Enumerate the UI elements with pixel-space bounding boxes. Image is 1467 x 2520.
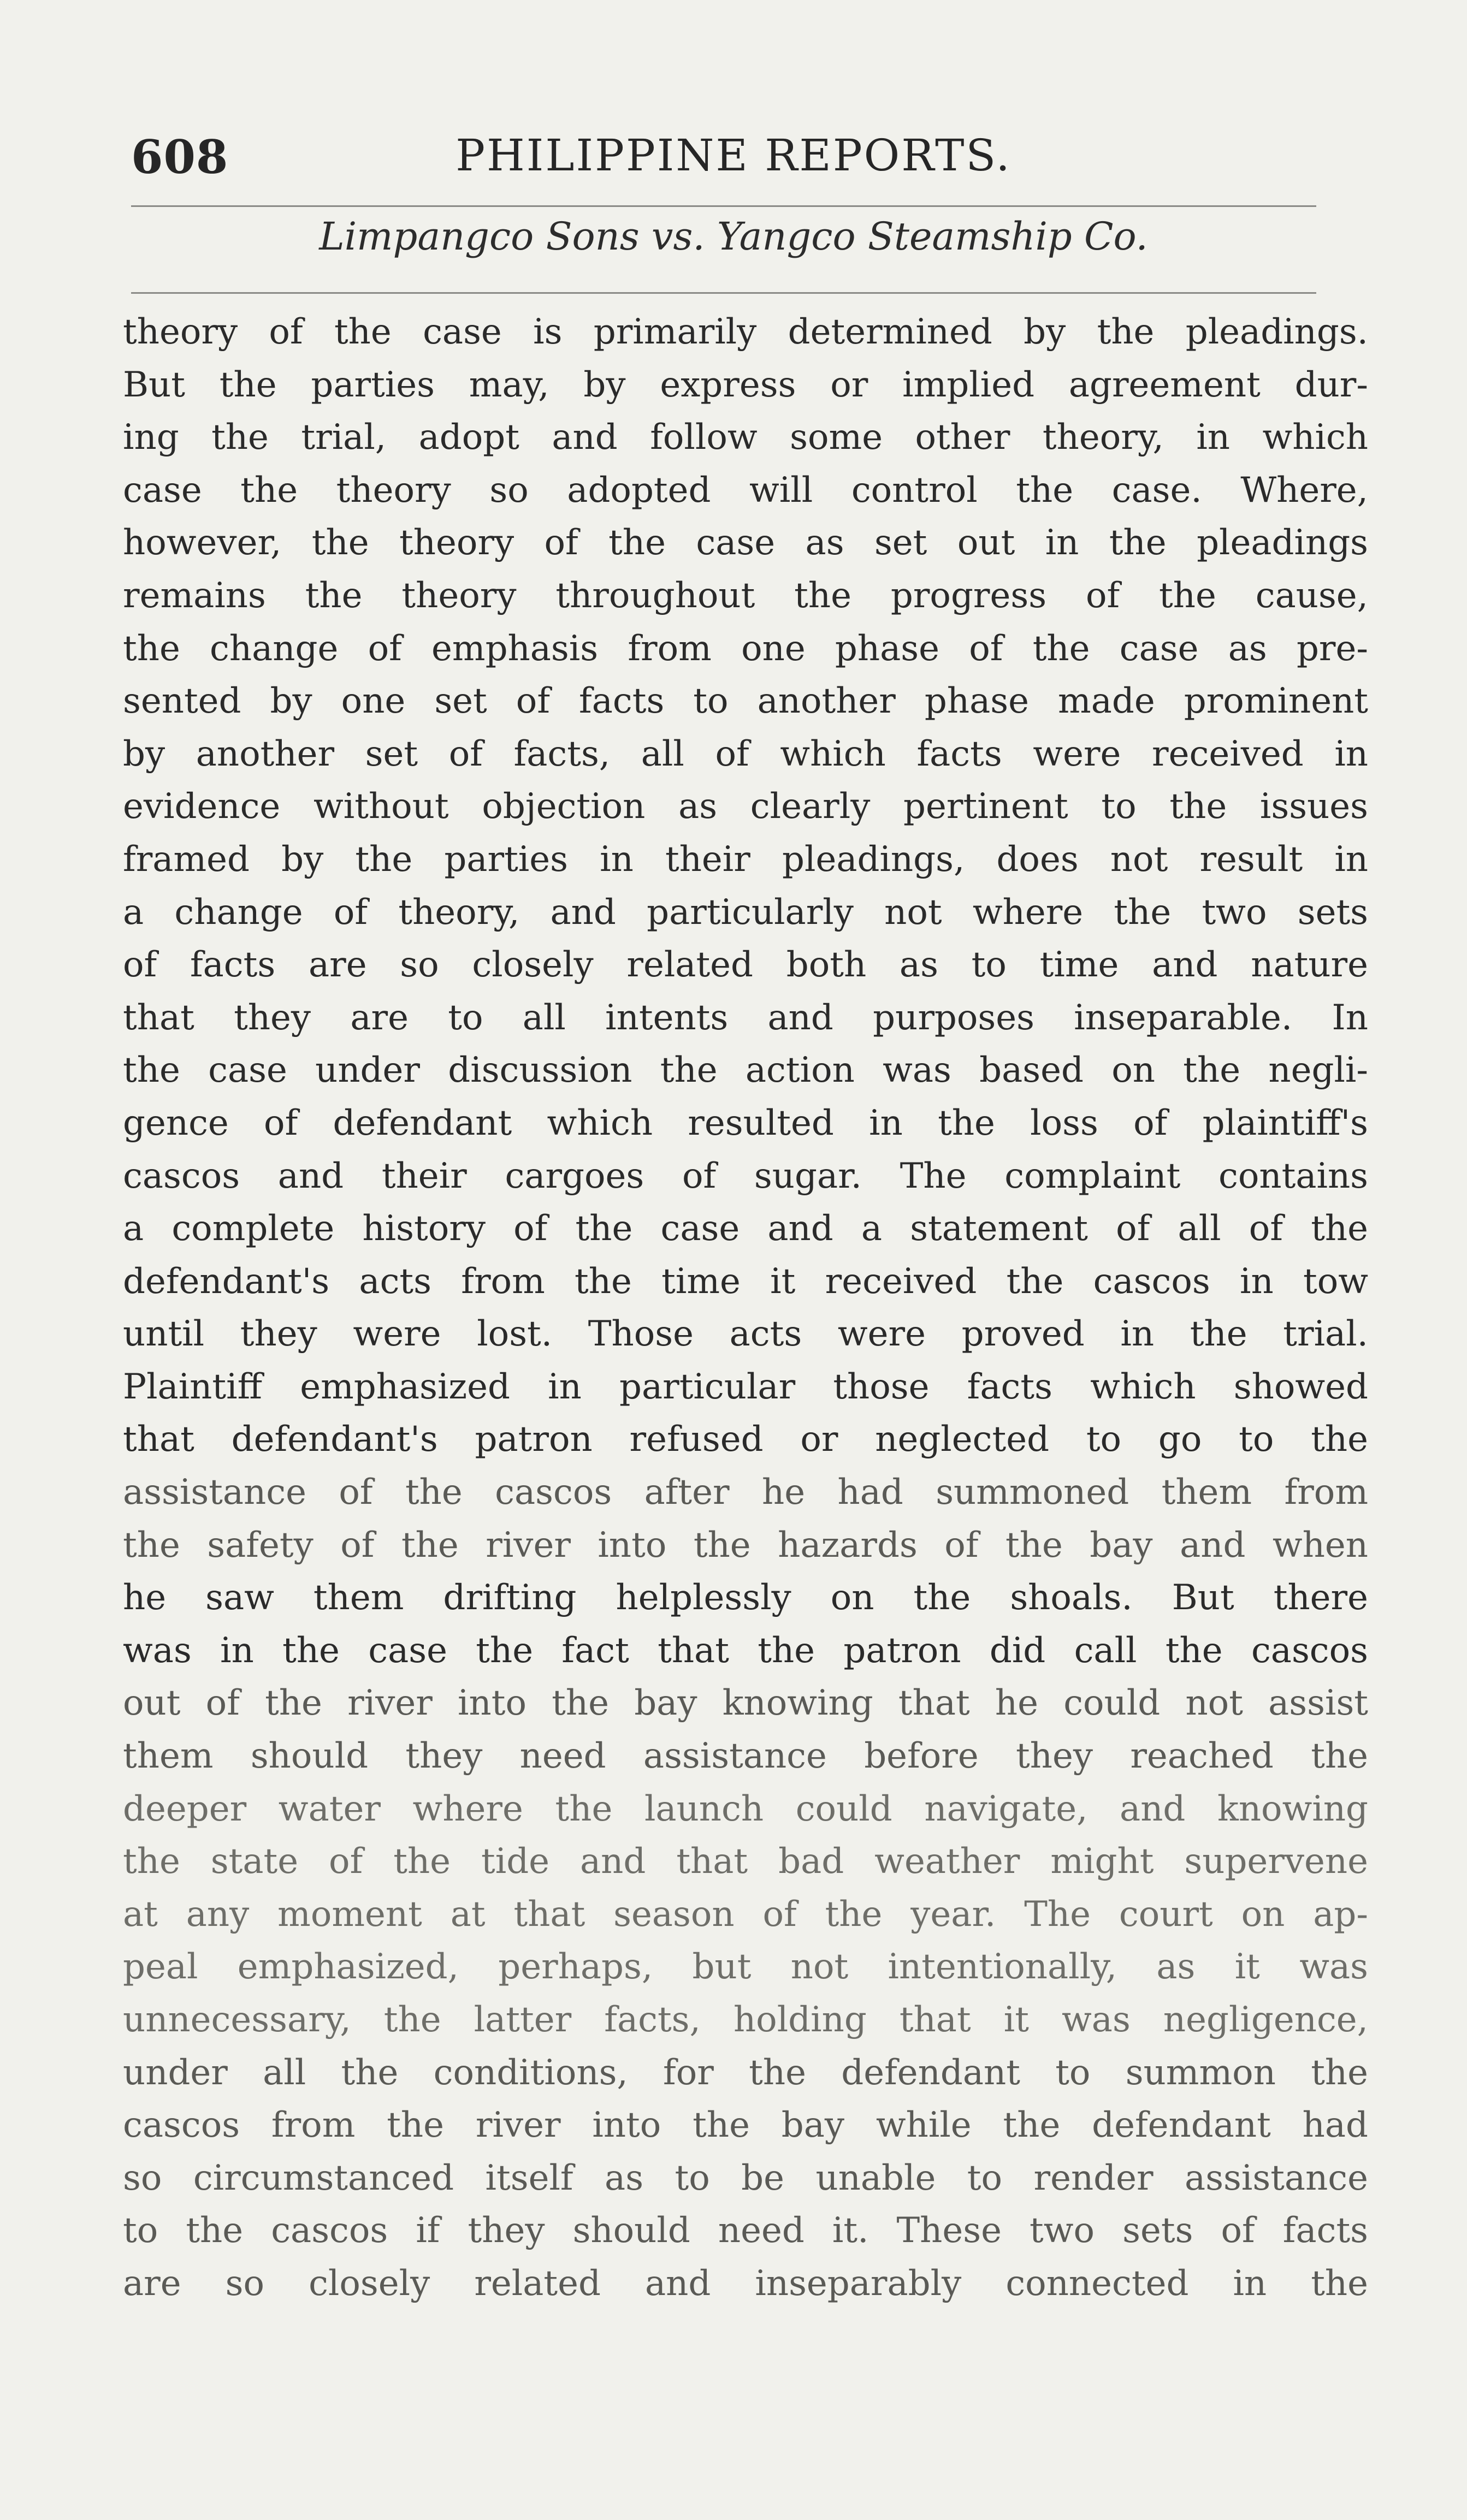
body-text [123,306,1368,2315]
text-line: framed by the parties in their pleadings, does not result in [123,839,1368,880]
text-line: however, the theory of the case as set out in the pleadings [123,523,1368,564]
running-title: PHILIPPINE REPORTS. [456,130,1011,181]
case-caption: Limpangco Sons vs. Yangco Steamship Co. [319,214,1148,259]
text-line: case the theory so adopted will control the case. Where, [123,470,1368,511]
text-line: the state of the tide and that bad weather might supervene [123,1841,1368,1882]
header-rule-top [131,205,1316,207]
text-line: assistance of the cascos after he had summoned them from [123,1472,1368,1513]
text-line: at any moment at that season of the year. The court on ap- [123,1894,1368,1935]
text-line: evidence without objection as clearly pertinent to the issues [123,786,1368,827]
text-line: are so closely related and inseparably connected in the [123,2263,1368,2304]
text-line: so circumstanced itself as to be unable to render assistance [123,2157,1368,2198]
header-rule-bottom [131,292,1316,294]
text-line: out of the river into the bay knowing that he could not assist [123,1683,1368,1724]
text-line: peal emphasized, perhaps, but not intentionally, as it was [123,1947,1368,1988]
text-line: gence of defendant which resulted in the loss of plaintiff's [123,1102,1368,1143]
text-line: that defendant's patron refused or neglected to go to the [123,1419,1368,1460]
text-line: defendant's acts from the time it received the cascos in tow [123,1261,1368,1302]
text-line: them should they need assistance before they reached the [123,1736,1368,1777]
text-line: that they are to all intents and purposes inseparable. In [123,997,1368,1038]
text-line: until they were lost. Those acts were proved in the trial. [123,1314,1368,1355]
text-line: deeper water where the launch could navigate, and knowing [123,1788,1368,1829]
text-line: unnecessary, the latter facts, holding that it was negligence, [123,2000,1368,2040]
text-line: ing the trial, adopt and follow some other theory, in which [123,417,1368,458]
text-line: by another set of facts, all of which facts were received in [123,733,1368,774]
text-line: the case under discussion the action was based on the negli- [123,1050,1368,1091]
text-line: of facts are so closely related both as to time and nature [123,945,1368,986]
page-number: 608 [131,130,229,184]
text-line: a complete history of the case and a statement of all of the [123,1208,1368,1249]
text-line: was in the case the fact that the patron did call the cascos [123,1630,1368,1671]
text-line: a change of theory, and particularly not where the two sets [123,892,1368,933]
text-line: But the parties may, by express or implied agreement dur- [123,364,1368,405]
text-line: cascos from the river into the bay while the defendant had [123,2105,1368,2146]
text-line: cascos and their cargoes of sugar. The complaint contains [123,1155,1368,1196]
text-line: he saw them drifting helplessly on the shoals. But there [123,1578,1368,1618]
text-line: the safety of the river into the hazards of the bay and when [123,1525,1368,1566]
text-line: sented by one set of facts to another phase made prominent [123,681,1368,722]
text-line: under all the conditions, for the defendant to summon the [123,2052,1368,2093]
text-line: remains the theory throughout the progress of the cause, [123,575,1368,616]
text-line: theory of the case is primarily determined by the pleadings. [123,312,1368,352]
text-line: the change of emphasis from one phase of the case as pre- [123,628,1368,669]
text-line: to the cascos if they should need it. These two sets of facts [123,2210,1368,2251]
text-line: Plaintiff emphasized in particular those facts which showed [123,1366,1368,1407]
